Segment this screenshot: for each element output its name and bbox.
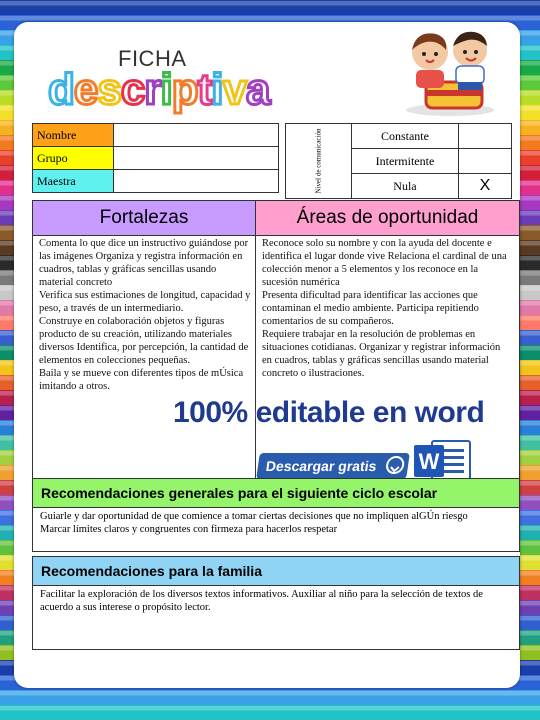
children-illustration xyxy=(386,26,514,118)
recommendations-section xyxy=(32,478,520,552)
level-option-intermitente: Intermitente xyxy=(351,149,458,174)
title-letter: a xyxy=(245,65,270,114)
strengths-heading: Fortalezas xyxy=(33,201,256,236)
title-letter: e xyxy=(73,65,98,114)
word-icon-letter: W xyxy=(418,449,440,474)
strengths-line: Baila y se mueve con diferentes tipos de mÚsica imitando a otros. xyxy=(39,368,244,392)
recommendations-text[interactable] xyxy=(33,508,519,538)
title-letter: i xyxy=(160,65,172,114)
title-letter: p xyxy=(171,65,198,114)
pencil-highlight xyxy=(0,1,540,6)
title-letter: r xyxy=(144,65,161,114)
pencil-highlight xyxy=(0,706,540,711)
family-line: Facilitar la exploración de los diversos textos informativos. Auxiliar al niño para la selección de textos de acuerdo a sus interese o propósito lector. xyxy=(40,589,483,613)
title-letter: c xyxy=(120,65,145,114)
level-mark-nula[interactable]: X xyxy=(459,174,512,199)
communication-level-table xyxy=(285,123,512,199)
recommendations-line: Guiarle y dar oportunidad de que comience a tomar ciertas decisiones que no impliquen alGÚn riesgo xyxy=(40,511,468,522)
download-button[interactable] xyxy=(256,453,410,479)
level-option-nula: Nula xyxy=(351,174,458,199)
level-mark-constante[interactable] xyxy=(459,124,512,149)
pencil-highlight xyxy=(0,691,540,696)
opportunities-line: Presenta dificultad para identificar las acciones que contaminan el medio ambiente. Participa repitiendo comentarios de su compañeros. xyxy=(262,290,479,327)
title-letter: d xyxy=(48,65,74,114)
info-field-nombre[interactable] xyxy=(114,124,279,147)
strengths-line: Construye en colaboración objetos y figuras producto de su creación, utilizando materiales diversos Identifica, por percepción, la cantidad de elementos en colecciones pequeñas. xyxy=(39,316,249,366)
communication-level-caption: Nivel de comunicación xyxy=(286,124,352,199)
recommendations-heading: Recomendaciones generales para el siguiente ciclo escolar xyxy=(33,479,519,508)
pencil-highlight xyxy=(0,16,540,21)
info-row-grupo xyxy=(33,147,279,170)
family-text[interactable] xyxy=(33,586,519,616)
title-letter: v xyxy=(222,65,246,114)
opportunities-text[interactable] xyxy=(262,237,512,380)
editable-promo-text: 100% editable en word xyxy=(173,396,485,429)
strengths-text[interactable] xyxy=(39,237,251,393)
level-option-constante: Constante xyxy=(351,124,458,149)
title-descriptiva xyxy=(48,65,270,114)
strengths-line: Verifica sus estimaciones de longitud, capacidad y peso, a través de un intermediario. xyxy=(39,290,251,314)
title-letter: s xyxy=(97,65,121,114)
opportunities-heading: Áreas de oportunidad xyxy=(256,201,519,236)
info-field-grupo[interactable] xyxy=(114,147,279,170)
info-row-nombre xyxy=(33,124,279,147)
download-button-label: Descargar gratis xyxy=(264,458,378,474)
info-field-maestra[interactable] xyxy=(114,170,279,193)
strengths-line: Comenta lo que dice un instructivo guiándose por las imágenes Organiza y registra información en cuadros, tablas y gráficas sencillas usando material concreto xyxy=(39,238,249,288)
info-label-maestra: Maestra xyxy=(33,170,114,193)
title-letter: t xyxy=(197,65,212,114)
chevron-down-icon xyxy=(385,456,406,474)
level-mark-intermitente[interactable] xyxy=(459,149,512,174)
title-letter: i xyxy=(211,65,223,114)
info-label-grupo: Grupo xyxy=(33,147,114,170)
family-section xyxy=(32,556,520,650)
info-label-nombre: Nombre xyxy=(33,124,114,147)
opportunities-line: Reconoce solo su nombre y con la ayuda del docente e identifica el lugar donde vive Relaciona el cardinal de una colección menor a 5 elementos y los reconoce en la sucesión numérica xyxy=(262,238,507,288)
student-info-table xyxy=(32,123,279,193)
opportunities-line: Requiere trabajar en la resolución de problemas en situaciones cotidianas. Organizar y registrar información en cuadros, tablas y gráficas sencillas usando material concreto o ilustraciones. xyxy=(262,329,501,379)
recommendations-line: Marcar límites claros y congruentes con firmeza para hacerlos respetar xyxy=(40,524,338,535)
column-divider xyxy=(255,235,256,479)
family-heading: Recomendaciones para la familia xyxy=(33,557,519,586)
title-ficha: FICHA xyxy=(118,46,187,71)
info-row-maestra xyxy=(33,170,279,193)
